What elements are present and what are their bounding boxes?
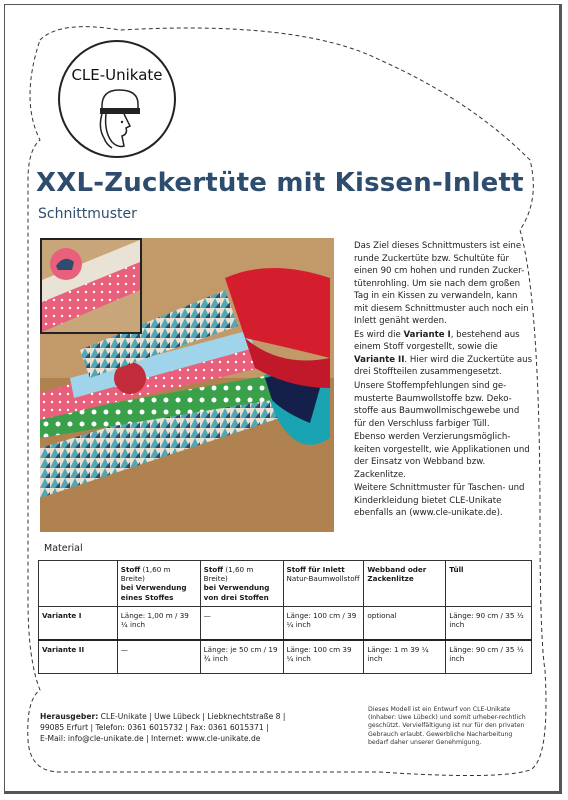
table-cell: Länge: je 50 cm / 19 ¾ inch: [200, 640, 283, 674]
table-cell: Länge: 90 cm / 35 ½ inch: [446, 640, 532, 674]
publisher-line-2: 99085 Erfurt | Telefon: 0361 6015732 | Fax: 0361 6015371 |: [40, 723, 269, 732]
intro-paragraph: [354, 431, 534, 481]
material-table: [38, 560, 532, 674]
table-cell: Länge: 90 cm / 35 ½ inch: [446, 606, 532, 640]
table-cell: —: [117, 640, 200, 674]
table-header-cell: Webband oder Zackenlitze: [364, 561, 446, 607]
table-header-cell: Stoff für Inlett Natur-Baumwollstoff: [283, 561, 364, 607]
logo: [58, 40, 176, 158]
page-title: XXL-Zuckertüte mit Kissen-Inlett: [36, 168, 524, 198]
intro-paragraph: [354, 240, 534, 328]
publisher-line-3: E-Mail: info@cle-unikate.de | Internet: www.cle-unikate.de: [40, 734, 261, 743]
publisher-line-1: CLE-Unikate | Uwe Lübeck | Liebknechtstraße 8 |: [98, 712, 286, 721]
table-cell: Länge: 100 cm 39 ¼ inch: [283, 640, 364, 674]
intro-paragraph: [354, 482, 534, 520]
table-header-cell: [39, 561, 118, 607]
intro-text-run: Weitere Schnittmuster für Taschen- und Kinderkleidung bietet CLE-Unikate ebenfalls an (www.cle-unikate.de).: [354, 483, 525, 519]
table-row: [39, 640, 532, 674]
logo-text: CLE-Unikate: [71, 66, 163, 84]
publisher-info: [40, 711, 285, 744]
table-cell: Länge: 1 m 39 ¼ inch: [364, 640, 446, 674]
table-cell: optional: [364, 606, 446, 640]
intro-text-run: Es wird die: [354, 329, 404, 340]
intro-text-run: , bestehend aus einem Stoff vorgestellt, sowie die: [354, 329, 520, 353]
chef-face-icon: [94, 88, 144, 152]
table-row-label: Variante I: [39, 606, 118, 640]
table-cell: —: [200, 606, 283, 640]
intro-text-run: Unsere Stoffempfehlungen sind ge-musterte Baumwollstoffe bzw. Deko-stoffe aus Baumwollmischgewebe und für den Verschluss farbiger Tüll.: [354, 381, 520, 429]
intro-paragraph: [354, 380, 534, 430]
page-subtitle: Schnittmuster: [38, 206, 137, 222]
intro-text-run: Ebenso werden Verzierungsmöglich-keiten vorgestellt, wie Applikationen und der Einsatz von Webband bzw. Zackenlitze.: [354, 432, 530, 480]
table-header-cell: Stoff (1,60 m Breite) bei Verwendung eines Stoffes: [117, 561, 200, 607]
table-header-cell: Tüll: [446, 561, 532, 607]
table-header-row: [39, 561, 532, 607]
table-cell: Länge: 100 cm / 39 ¼ inch: [283, 606, 364, 640]
publisher-label: Herausgeber:: [40, 712, 99, 721]
intro-text-run: Variante I: [403, 329, 451, 340]
intro-paragraph: [354, 329, 534, 379]
intro-text-run: Das Ziel dieses Schnittmusters ist eine runde Zuckertüte bzw. Schultüte für einen 90 cm hohen und runden Zucker-tütenrohling. Um sie nach dem großen Tag in ein Kissen zu verwandeln, kann mit diesem Schnittmuster auch noch ein Inlett genäht werden.: [354, 241, 529, 327]
intro-text: [354, 240, 534, 521]
intro-text-run: . Hier wird die Zuckertüte aus drei Stoffteilen zusammengesetzt.: [354, 354, 533, 378]
table-header-cell: Stoff (1,60 m Breite) bei Verwendung von drei Stoffen: [200, 561, 283, 607]
intro-text-run: Variante II: [354, 354, 405, 365]
table-row-label: Variante II: [39, 640, 118, 674]
copyright-notice: Dieses Modell ist ein Entwurf von CLE-Unikate (Inhaber: Uwe Lübeck) und somit urheber-rechtlich geschützt. Vervielfältigung ist nur für den privaten Gebrauch erlaubt. Gewerbliche Nacharbeitung bedarf daher unserer Genehmigung.: [368, 706, 526, 746]
material-label: Material: [44, 543, 83, 554]
table-row: [39, 606, 532, 640]
table-cell: Länge: 1,00 m / 39 ¼ inch: [117, 606, 200, 640]
inset-photo: [40, 238, 142, 334]
